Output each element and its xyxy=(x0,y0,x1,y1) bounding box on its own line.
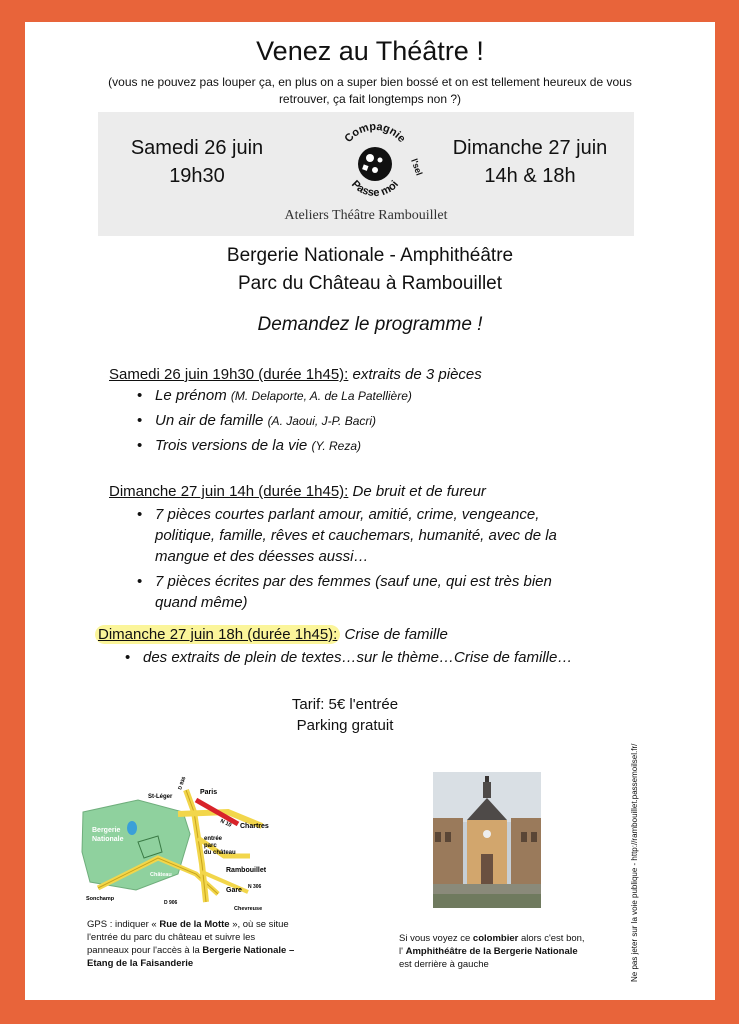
section-title: extraits de 3 pièces xyxy=(352,366,482,383)
parking-line: Parking gratuit xyxy=(296,717,394,734)
gps-middle: », où se situe l'entrée du parc du château et suivre les panneaux pour l'accès à la xyxy=(87,919,289,956)
play-title: Le prénom xyxy=(155,387,227,404)
gps-destination: Bergerie Nationale – Etang de la Faisanderie xyxy=(87,945,295,969)
price-line: Tarif: 5€ l'entrée xyxy=(291,696,399,713)
map-label-nationale: Nationale xyxy=(92,836,124,843)
logo-text-side: l'sel xyxy=(409,157,425,177)
caption-part: est derrière à gauche xyxy=(399,959,489,970)
list-item xyxy=(133,435,669,457)
map-label-chartres: Chartres xyxy=(240,823,269,830)
map-label-entree: entrée xyxy=(204,836,223,842)
gps-prefix: GPS : indiquer « xyxy=(87,919,160,930)
saturday-block xyxy=(122,134,272,190)
play-description: 7 pièces courtes parlant amour, amitié, crime, vengeance, politique, famille, rêves et cauchemars, humanité, avec de la mangue et des déesses aussi… xyxy=(155,506,557,565)
page-title: Venez au Théâtre ! xyxy=(256,36,484,66)
section-sunday-14h xyxy=(109,483,579,613)
highlight-marker xyxy=(95,625,340,644)
list-item xyxy=(133,410,669,432)
map-label-du-chateau: du château xyxy=(204,850,236,856)
map-label-paris: Paris xyxy=(200,789,218,796)
gps-instructions xyxy=(87,918,297,970)
section-date: Samedi 26 juin 19h30 (durée 1h45): xyxy=(109,366,349,383)
flyer-sheet xyxy=(25,22,715,1000)
play-description: des extraits de plein de textes…sur le thème…Crise de famille… xyxy=(143,649,573,666)
section-sunday-18h xyxy=(95,626,695,668)
play-list xyxy=(133,385,669,457)
sunday-block xyxy=(440,134,620,190)
map-label-bergerie: Bergerie xyxy=(92,827,121,834)
caption-part: Si vous voyez ce xyxy=(399,933,473,944)
caption-amphitheatre: Amphithéâtre de la Bergerie Nationale xyxy=(405,946,578,957)
access-map xyxy=(78,772,270,914)
map-label-n306: N 306 xyxy=(248,884,262,890)
map-label-chevreuse: Chevreuse xyxy=(234,906,263,912)
list-item xyxy=(133,504,579,567)
play-list xyxy=(133,504,579,613)
page-subtitle: (vous ne pouvez pas louper ça, en plus on a super bien bossé et on est tellement heureux de vous retrouver, ça fait longtemps non ?) xyxy=(108,75,632,106)
venue-line-1: Bergerie Nationale - Amphithéâtre xyxy=(226,245,514,266)
play-description: 7 pièces écrites par des femmes (sauf une, qui est très bien quand même) xyxy=(155,573,552,611)
vertical-disclaimer: Ne pas jeter sur la voie publique - http://rambouillet.passemoilsel.fr/ xyxy=(630,743,639,982)
section-heading xyxy=(95,626,695,643)
map-label-d906: D 906 xyxy=(164,900,178,906)
caption-colombier: colombier xyxy=(472,933,519,944)
section-date: Dimanche 27 juin 14h (durée 1h45): xyxy=(109,483,349,500)
list-item xyxy=(133,385,669,407)
svg-text:Passe moi xyxy=(349,178,401,199)
map-label-n10: N 10 xyxy=(219,818,233,829)
company-logo xyxy=(325,120,425,200)
play-title: Un air de famille xyxy=(155,412,264,429)
map-label-st-leger: St-Léger xyxy=(148,794,173,800)
map-label-gare: Gare xyxy=(226,887,242,894)
ateliers-label: Ateliers Théâtre Rambouillet xyxy=(284,208,448,223)
caption-part: alors c'est bon, l' xyxy=(399,933,585,957)
map-label-rambouillet: Rambouillet xyxy=(226,867,267,874)
section-title: Crise de famille xyxy=(344,626,448,643)
list-item xyxy=(133,571,579,613)
section-title: De bruit et de fureur xyxy=(352,483,486,500)
sunday-date: Dimanche 27 juin xyxy=(452,137,608,159)
play-list xyxy=(121,647,695,668)
map-label-sonchamp: Sonchamp xyxy=(86,896,115,902)
gps-street: Rue de la Motte xyxy=(159,919,230,930)
programme-heading: Demandez le programme ! xyxy=(257,314,483,335)
map-label-parc: parc xyxy=(204,843,217,849)
list-item xyxy=(121,647,695,668)
play-author: (A. Jaoui, J-P. Bacri) xyxy=(267,414,377,428)
section-date: Dimanche 27 juin 18h (durée 1h45): xyxy=(98,626,338,643)
dovecote-photo xyxy=(433,772,541,908)
logo-text-bottom: Passe moi xyxy=(349,178,401,200)
map-label-d936: D 936 xyxy=(177,776,188,791)
section-heading xyxy=(109,483,579,500)
section-saturday xyxy=(109,366,669,457)
saturday-time: 19h30 xyxy=(169,165,225,187)
section-heading xyxy=(109,366,669,383)
sunday-time: 14h & 18h xyxy=(484,165,576,187)
play-author: (Y. Reza) xyxy=(311,439,362,453)
pricing xyxy=(25,694,665,736)
logo-text-top: Compagnie xyxy=(342,120,408,145)
svg-text:Compagnie xyxy=(342,121,407,145)
venue-line-2: Parc du Château à Rambouillet xyxy=(237,273,503,294)
map-label-chateau: Château xyxy=(150,872,172,878)
saturday-date: Samedi 26 juin xyxy=(130,137,264,159)
venue xyxy=(25,242,715,298)
play-author: (M. Delaporte, A. de La Patellière) xyxy=(230,389,412,403)
dates-banner xyxy=(98,112,634,236)
play-title: Trois versions de la vie xyxy=(155,437,308,454)
photo-caption xyxy=(399,932,589,971)
